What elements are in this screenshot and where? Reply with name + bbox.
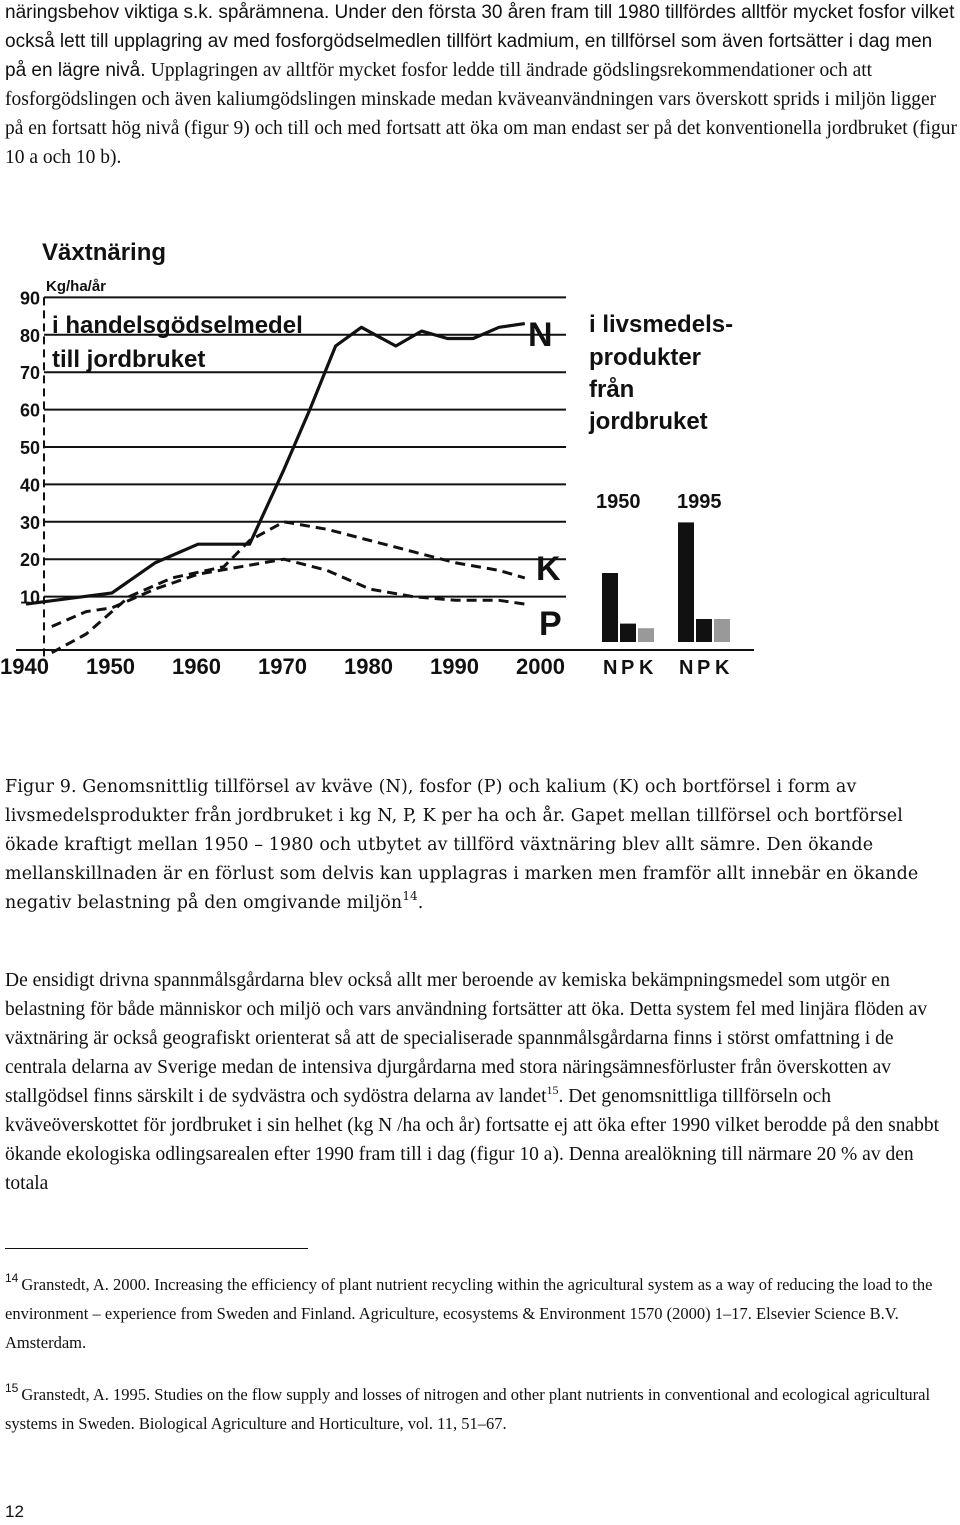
paragraph1-sans-part: Under den första 30 åren fram till 1980 tillfördes alltför mycket fosfor vilket också lett till upplagring av med fosforgödselmedlen tillfört kadmium, en tillförsel som även fortsätter i dag men på en lägre nivå. (5, 2, 955, 81)
right-panel-label-line2: produkter (589, 344, 702, 371)
paragraph2-text: De ensidigt drivna spannmålsgårdarna blev också allt mer beroende av kemiska bekämpningsmedel som utgör en belastning för både människor och miljö och vars användning fortsätter att öka. Detta system fel med linjära flöden av växtnäring är också geografiskt orienterat så att de specialiserade spannmålsgårdarna finns i störst omfattning i de centrala delarna av Sverige medan de intensiva djurgårdarna med stora näringsämnesförluster från överskotten av stallgödsel finns särskilt i de sydvästra och sydöstra delarna av landet (5, 970, 928, 1107)
y-tick-label-60: 60 (20, 400, 41, 421)
y-tick-label-50: 50 (20, 438, 41, 458)
bar-category-label-1950-k: K (639, 657, 654, 679)
y-tick-label-70: 70 (20, 363, 41, 384)
x-tick-label-1970: 1970 (258, 654, 307, 679)
y-axis-ticks (20, 288, 40, 607)
bar-1950-k (638, 628, 654, 642)
page-number: 12 (5, 1502, 24, 1521)
footnote-15-number: 15 (5, 1381, 19, 1395)
y-tick-label-80: 80 (20, 325, 41, 346)
figure-caption (5, 773, 960, 918)
x-tick-label-2000: 2000 (516, 654, 565, 679)
bar-1950-p (620, 624, 636, 642)
x-tick-label-1980: 1980 (344, 654, 393, 679)
series-label-n: N (528, 316, 553, 354)
left-panel-label-line2: till jordbruket (52, 346, 206, 373)
y-tick-label-10: 10 (20, 587, 41, 608)
intro-text: näringsbehov viktiga s.k. spårämnena. (5, 2, 330, 23)
footnote-15 (5, 1374, 960, 1438)
paragraph2-footnote-ref[interactable]: 15 (546, 1083, 559, 1097)
right-panel-label-line4: jordbruket (589, 408, 708, 435)
bar-group-label-1950: 1950 (596, 491, 641, 513)
bar-1995-k (714, 619, 730, 642)
x-tick-label-1960: 1960 (172, 654, 221, 679)
bar-1995-n (678, 522, 694, 642)
chart-unit-label: Kg/ha/år (46, 278, 107, 295)
x-tick-label-1950: 1950 (86, 654, 135, 679)
footnote-divider (5, 1248, 308, 1249)
caption-end: . (417, 893, 424, 913)
bar-1950-n (602, 573, 618, 642)
x-tick-label-1990: 1990 (430, 654, 479, 679)
left-panel-label-line1: i handelsgödselmedel (52, 312, 303, 339)
y-tick-label-30: 30 (20, 512, 41, 533)
right-panel-label-line3: från (589, 376, 635, 403)
footnote-14-number: 14 (5, 1271, 19, 1285)
y-tick-label-20: 20 (20, 550, 41, 571)
bar-category-label-1950-p: P (621, 657, 635, 679)
chart-title: Växtnäring (42, 239, 167, 266)
x-tick-label-1940: 1940 (0, 654, 49, 679)
bar-category-label-1950-n: N (603, 657, 618, 679)
bar-category-label-1995-k: K (715, 657, 730, 679)
footnote-15-text: Granstedt, A. 1995. Studies on the flow supply and losses of nitrogen and other plant nutrients in conventional and ecological agricultural systems in Sweden. Biological Agriculture and Horticulture, vol. 11, 51–67. (5, 1385, 931, 1433)
right-panel-label-line1: i livsmedels- (589, 311, 734, 338)
series-label-k: K (536, 550, 561, 588)
caption-text: Figur 9. Genomsnittlig tillförsel av kväve (N), fosfor (P) och kalium (K) och bortförsel i form av livsmedelsprodukter från jordbruket i kg N, P, K per ha och år. Gapet mellan tillförsel och bortförsel ökade kraftigt mellan 1950 – 1980 och utbytet av tillförd växtnäring blev allt sämre. Den ökande mellanskillnaden är en förlust som delvis kan upplagras i marken men framför allt innebär en ökande negativ belastning på den omgivande miljön (5, 777, 919, 913)
paragraph2-end: . Det genomsnittliga tillförseln och kväveöverskottet för jordbruket i sin helhet (kg N /ha och år) fortsatte ej att öka efter 1990 vilket berodde på den snabbt ökande ekologiska odlingsarealen efter 1990 fram till i dag (figur 10 a). Denna arealökning till närmare 20 % av den totala (5, 1086, 940, 1194)
figure-9-chart (0, 216, 766, 726)
y-tick-label-90: 90 (20, 288, 41, 309)
bar-group-label-1995: 1995 (677, 491, 722, 513)
series-label-p: P (539, 605, 562, 643)
bar-category-label-1995-p: P (697, 657, 711, 679)
paragraph-2 (5, 966, 957, 1198)
bar-1995-p (696, 619, 712, 642)
y-tick-label-40: 40 (20, 475, 41, 496)
bar-category-label-1995-n: N (679, 657, 694, 679)
footnote-14-text: Granstedt, A. 2000. Increasing the efficiency of plant nutrient recycling within the agricultural system as a way of reducing the load to the environment – experience from Sweden and Finland. Agriculture, ecosystems & Environment 1570 (2000) 1–17. Elsevier Science B.V. Amsterdam. (5, 1275, 933, 1352)
footnote-14 (5, 1264, 960, 1357)
top-paragraph (5, 0, 957, 172)
paragraph1-serif-part: Upplagringen av alltför mycket fosfor ledde till ändrade gödslingsrekommendationer och att fosforgödslingen och även kaliumgödslingen minskade medan kväveanvändningen vars överskott sprids i miljön ligger på en fortsatt hög nivå (figur 9) och till och med fortsatt att öka om man endast ser på det konventionella jordbruket (figur 10 a och 10 b). (5, 60, 957, 168)
caption-footnote-ref[interactable]: 14 (402, 889, 418, 903)
